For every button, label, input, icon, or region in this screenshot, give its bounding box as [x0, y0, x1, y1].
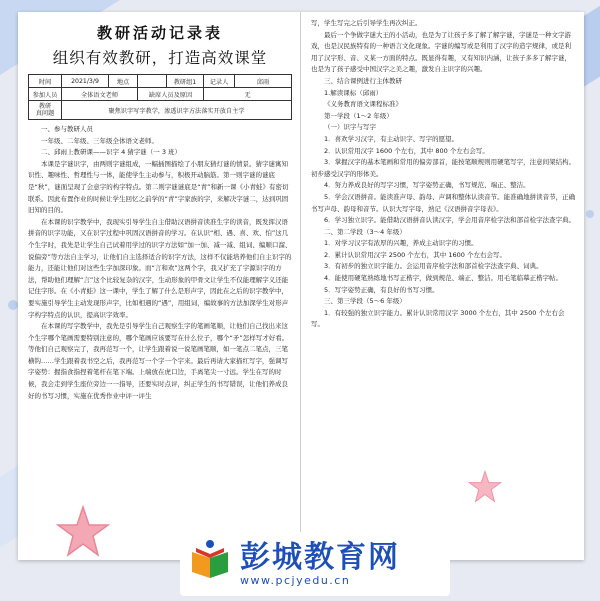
paragraph: 在本课的写字教学中，我先是引导学生自己观察生字的笔画笔顺，让他们自己找出来这个生字哪个笔画需要特别注意的，哪个笔画应该要写在什么位子，哪个“矛”怎样写才好看。等他们自己观察完了，我再范写一个，让学生跟着说一说笔画笔顺，如一笔点二笔点，三笔横钩……学生跟着我书空之后，我再范写一个字一个字来。最后再请大家描红写字，强调写字姿势：握指食指捏着笔杆在笔下端。上端放在虎口边，手离笔尖一寸远。学生在写的时候，我会走到学生座位旁边一一指导，还要实时点评，纠正学生的书写错误，让他们养成良好的书写习惯，实施在优秀作业中评一评生 — [28, 322, 289, 400]
paragraph: 5．学会汉语拼音。能读准声母、韵母、声调和整体认读音节。能准确地拼读音节，正确书写声母、韵母和音节。认识大写字母，熟记《汉语拼音字母表》。 — [311, 192, 576, 213]
place-value — [138, 75, 167, 88]
background-dot — [8, 300, 18, 310]
watermark-url: www.pcjyedu.cn — [240, 574, 351, 587]
paragraph: 本课是字谜识字，由两则字谜组成，一幅插图描绘了小朋友猜灯谜的情景。猜字谜寓知识性、趣味性、哲理性与一体，能使学生主动参与，积极开动脑筋。第一则字谜的谜底是“秋”，谜面呈现了会意字的构字特点。第二则字谜谜底是“青”和新一课《小青蛙》有密切联系。因此布置作业的时候让学生回忆之前学的“青”字家族的字，来解决字谜二，达到巩固旧知的目的。 — [28, 159, 289, 215]
paragraph: 5．写字姿势正确，有良好的书写习惯。 — [324, 285, 439, 294]
paragraph: 最后一个争做字谜大王的小活动，也是为了让孩子多了解了解字谜，字谜是一种文字游戏，也是汉民族特有的一种语言文化现象。字谜的编写或是利用了汉字的造字规律，或是利用了汉字形、音、义某一方面的特点。既显得有趣，又有知识内涵，让孩子多多了解字谜，也是为了孩子感受中国汉字之美之趣，激发自主识字的兴趣。 — [311, 30, 571, 74]
pink-star-icon — [56, 505, 110, 559]
paragraph: 4．努力养成良好的写字习惯，写字姿势正确，书写规范、端正、整洁。 — [324, 181, 530, 190]
paragraph: 1．有较强的独立识字能力。累计认识常用汉字 3000 个左右，其中 2500 个左右会写。 — [311, 308, 565, 329]
paragraph: 第一学段（1～2 年级） — [324, 111, 393, 120]
document-title: 教研活动记录表 — [96, 24, 223, 42]
recorder-value: 邱雨 — [235, 75, 292, 88]
meta-table — [28, 74, 292, 120]
right-body-text — [311, 18, 576, 331]
topic-value: 聚焦识字写字教学，渗透识字方法落实开放自主学 — [62, 101, 292, 120]
left-body-text — [28, 124, 292, 402]
paragraph: 一、参与教研人员 — [41, 125, 93, 133]
book-logo-icon — [188, 538, 232, 582]
watermark — [180, 532, 450, 596]
paragraph: 6．学习独立识字。能借助汉语拼音认读汉字，学会用音序检字法和部首检字法查字典。 — [324, 216, 576, 225]
pink-star-icon — [468, 470, 502, 504]
time-value: 2021/3/9 — [62, 75, 109, 88]
paragraph: 1．喜欢学习汉字，有主动识字、写字的愿望。 — [324, 134, 459, 143]
paragraph: 2．认识常用汉字 1600 个左右，其中 800 个左右会写。 — [324, 146, 489, 155]
paragraph: 三、第三学段（5～6 年级） — [324, 297, 406, 306]
paragraph: 3．有初步的独立识字能力。会运用音序检字法和部首检字法查字典、词典。 — [324, 262, 543, 271]
right-page — [301, 12, 584, 560]
paragraph: 二、第二学段（3～4 年级） — [324, 227, 406, 236]
left-page — [18, 12, 301, 560]
paragraph: 2．累计认识常用汉字 2500 个左右，其中 1600 个左右会写。 — [324, 250, 506, 259]
paragraph: 4．能使用硬笔熟练地书写正楷字，做到规范、端正、整洁。用毛笔临摹正楷字帖。 — [324, 274, 563, 283]
paragraph: 1.解读课标（邱雨） — [324, 88, 383, 97]
watermark-title: 彭城教育网 — [240, 540, 400, 575]
place-label: 地点 — [109, 75, 138, 88]
paragraph: 3．掌握汉字的基本笔画和常用的偏旁部首，能按笔顺规则用硬笔写字，注意间架结构。初步感受汉字的形体美。 — [311, 158, 576, 178]
time-label: 时间 — [29, 75, 62, 88]
paragraph: 1．对学习汉字有浓厚的兴趣，养成主动识字的习惯。 — [324, 239, 478, 248]
participants-value: 全体语文老师 — [62, 88, 138, 101]
paragraph: 一年级、二年级、三年级全体语文老师。 — [41, 136, 158, 145]
absent-value: 无 — [204, 88, 292, 101]
document-subtitle: 组织有效教研，打造高效课堂 — [52, 49, 268, 67]
background-dot — [586, 210, 594, 218]
paragraph: 《义务教育语文课程标准》 — [324, 100, 402, 109]
paragraph: 二、邱雨上教研课——识字 4 猜字谜（一 3 班） — [41, 148, 182, 157]
recorder-label: 记录人 — [204, 75, 235, 88]
paragraph: （一）识字与写字 — [324, 123, 376, 132]
topic-label: 教研 真问题 — [29, 101, 62, 120]
group-label: 教研组1 — [167, 75, 204, 88]
absent-label: 缺席人员及原因 — [138, 88, 204, 101]
paragraph: 三、结合课例进行主体教研 — [324, 76, 402, 85]
paragraph: 在本课的识字教学中，我现实引导学生自主借助汉语拼音读准生字的读音，既发挥汉语拼音的识字功能，又在识字过程中巩固汉语拼音的学习。在认识“相、遇、喜、欢、怕”这几个生字时，我先是让学生自己试着用学过的识字方法如“加一加、减一减、组词、编顺口溜、说偏旁”等方法自主学习，让他们自主选择适合的识字方法，这样不仅能培养他们自主识字的能力，还能让他们对这些生字加深印象。而“言和欢”这两个字，我又扩充了字源识字的方法，帮助他们理解“言”这个比较复杂的汉字，生动形象的甲骨文让学生不仅能理解字义还能记住字形。在《小青蛙》这一课中，学生了解了什么是形声字，因此在之后的识字教学中，要实施引导学生主动发现形声字，比如相遇的“遇”，用组词，编故事的方法加深学生对形声字构字特点的认识，提高识字效率。 — [28, 217, 292, 319]
participants-label: 参加人员 — [29, 88, 62, 101]
paragraph: 写，学生写完之后引导学生再次纠正。 — [311, 19, 422, 27]
